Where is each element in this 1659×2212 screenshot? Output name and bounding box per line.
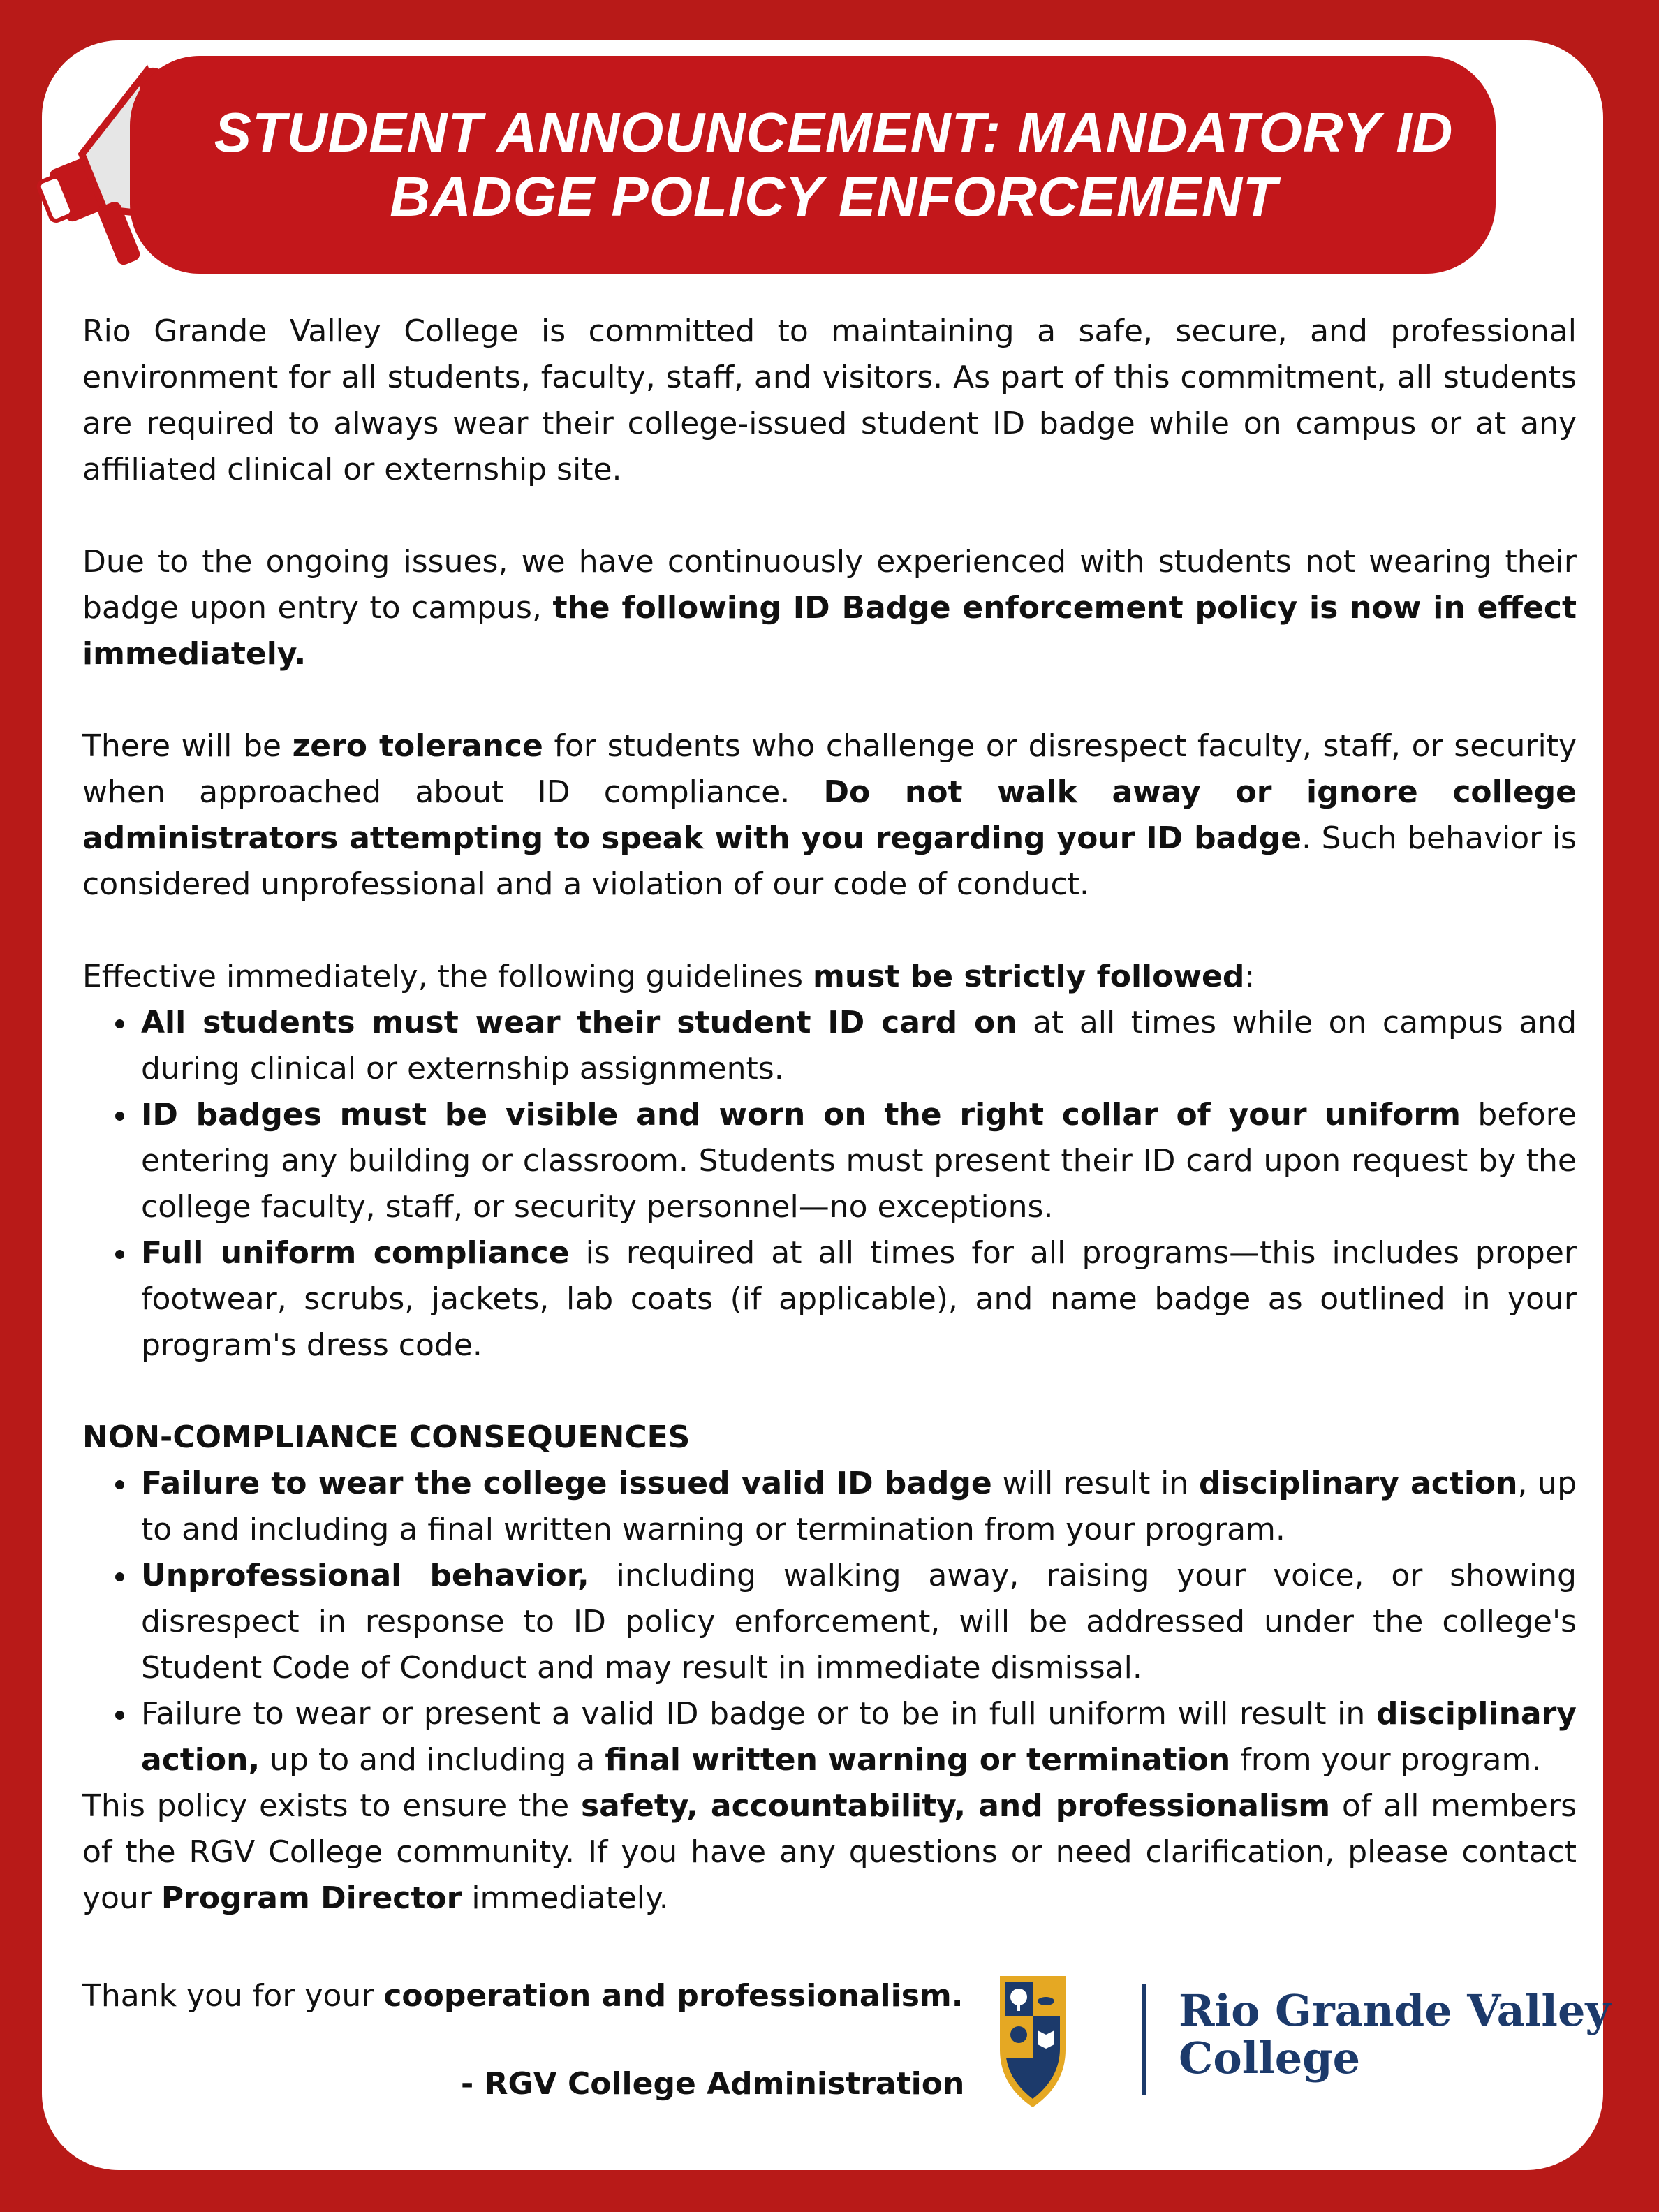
zero-tolerance-paragraph <box>82 723 1577 908</box>
closing-text-2: of all members of the RGV College community. If you have any questions or need clarification, please contact your <box>82 1788 1577 1916</box>
page-title <box>172 101 1454 229</box>
guidelines-list <box>82 1000 1577 1369</box>
list-item <box>138 1553 1577 1691</box>
closing-text-1: This policy exists to ensure the <box>82 1788 581 1824</box>
guideline-2-emphasis: ID badges must be visible and worn on the right collar of your uniform <box>141 1097 1461 1133</box>
guideline-3-text: is required at all times for all programs—this includes proper footwear, scrubs, jackets, lab coats (if applicable), and name badge as outlined in your program's dress code. <box>141 1235 1577 1363</box>
zt-text-2: for students who challenge or disrespect faculty, staff, or security when approached about ID compliance. <box>82 728 1577 810</box>
lead-emphasis: must be strictly followed <box>813 959 1245 994</box>
list-item <box>138 1000 1577 1092</box>
college-logo-text <box>1179 1987 1610 2082</box>
list-item <box>138 1461 1577 1553</box>
consequence-1-emphasis: Failure to wear the college issued valid ID badge <box>141 1466 992 1501</box>
title-line-2: BADGE POLICY ENFORCEMENT <box>390 165 1278 228</box>
intro-paragraph: Rio Grande Valley College is committed to maintaining a safe, secure, and professional environment for all students, faculty, staff, and visitors. As part of this commitment, all students are required to always wear their college-issued student ID badge while on campus or at any affiliated clinical or externship site. <box>82 314 1577 487</box>
thanks-text: Thank you for your <box>82 1978 384 2014</box>
closing-emphasis-2: Program Director <box>161 1880 462 1916</box>
logo-divider <box>1142 1984 1146 2095</box>
consequence-3-text-1: Failure to wear or present a valid ID badge or to be in full uniform will result in <box>141 1696 1376 1732</box>
guideline-1-text: at all times while on campus and during clinical or externship assignments. <box>141 1005 1577 1086</box>
closing-paragraph <box>82 1783 1577 1922</box>
zt-text-1: There will be <box>82 728 293 764</box>
consequence-3-text-3: from your program. <box>1230 1742 1542 1778</box>
lead-text: Effective immediately, the following guidelines <box>82 959 813 994</box>
zt-text-3: . Such behavior is considered unprofessional and a violation of our code of conduct. <box>82 820 1577 902</box>
zt-emphasis-1: zero tolerance <box>292 728 543 764</box>
consequences-list <box>82 1461 1577 1783</box>
closing-text-3: immediately. <box>462 1880 669 1916</box>
title-line-1: STUDENT ANNOUNCEMENT: MANDATORY ID <box>214 101 1454 163</box>
guideline-3-emphasis: Full uniform compliance <box>141 1235 570 1271</box>
list-item <box>138 1691 1577 1783</box>
thanks-line <box>82 1973 963 2019</box>
consequence-3-emphasis-2: final written warning or termination <box>605 1742 1231 1778</box>
consequence-1-text-1: will result in <box>991 1466 1199 1501</box>
guideline-2-text: before entering any building or classroom. Students must present their ID card upon request by the college faculty, staff, or security personnel—no exceptions. <box>141 1097 1577 1225</box>
logo-line-2: College <box>1179 2033 1361 2084</box>
issue-emphasis: the following ID Badge enforcement policy is now in effect immediately. <box>82 590 1577 672</box>
consequence-1-text-2: , up to and including a final written warning or termination from your program. <box>141 1466 1577 1547</box>
issue-text: Due to the ongoing issues, we have continuously experienced with students not wearing their badge upon entry to campus, <box>82 544 1577 626</box>
consequences-heading: NON-COMPLIANCE CONSEQUENCES <box>82 1420 691 1455</box>
zt-emphasis-2: Do not walk away or ignore college administrators attempting to speak with you regarding your ID badge <box>82 774 1577 856</box>
announcement-body <box>82 309 1577 1922</box>
consequence-2-text: including walking away, raising your voice, or showing disrespect in response to ID policy enforcement, will be addressed under the college's Student Code of Conduct and may result in immediate dismissal. <box>141 1558 1577 1686</box>
guidelines-lead <box>82 954 1577 1000</box>
college-shield-icon <box>997 1973 1068 2110</box>
guideline-1-emphasis: All students must wear their student ID card on <box>141 1005 1017 1040</box>
logo-line-1: Rio Grande Valley <box>1179 1985 1611 2036</box>
title-banner <box>130 56 1496 274</box>
issue-paragraph <box>82 539 1577 677</box>
list-item <box>138 1092 1577 1230</box>
list-item <box>138 1230 1577 1369</box>
consequence-3-text-2: up to and including a <box>260 1742 605 1778</box>
lead-colon: : <box>1244 959 1255 994</box>
consequence-2-emphasis: Unprofessional behavior, <box>141 1558 589 1593</box>
consequence-1-emphasis-2: disciplinary action <box>1198 1466 1518 1501</box>
consequence-3-emphasis-1: disciplinary action, <box>141 1696 1577 1778</box>
closing-emphasis-1: safety, accountability, and professionalism <box>580 1788 1331 1824</box>
signoff: - RGV College Administration <box>461 2066 965 2102</box>
thanks-emphasis: cooperation and professionalism. <box>383 1978 964 2014</box>
